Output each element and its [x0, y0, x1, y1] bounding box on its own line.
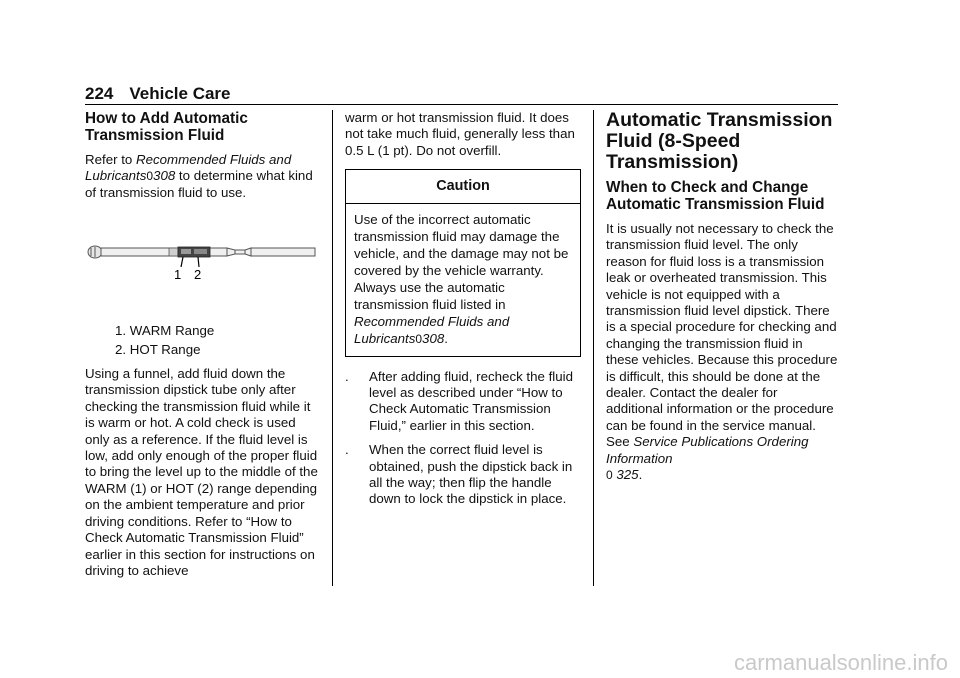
section-heading: Automatic Transmission Fluid (8-Speed Transmission): [606, 109, 833, 173]
page-header: [85, 84, 231, 104]
list-item: . After adding fluid, recheck the fluid level as described under “How to Check Automatic Transmission Fluid,” earlier in this section.: [345, 368, 574, 433]
caution-title: Caution: [346, 170, 580, 203]
xref-symbol: 0: [415, 331, 423, 346]
header-rule: [85, 104, 838, 105]
section-title: Vehicle Care: [129, 84, 231, 103]
column-divider: [593, 110, 594, 586]
xref-link-fluids[interactable]: Recommended Fluids and Lubricants: [85, 152, 292, 184]
xref-symbol: 0: [146, 169, 154, 184]
xref-link-publications[interactable]: Service Publications Ordering Information: [606, 434, 809, 466]
caution-box: [345, 169, 581, 356]
column-left: [85, 110, 321, 587]
page-number: 224: [85, 84, 114, 103]
dipstick-illustration: [85, 239, 317, 289]
legend-item: 1. WARM Range: [115, 323, 215, 339]
check-paragraph: It is usually not necessary to check the transmission fluid level. The only reason for fluid loss is a transmission leak or overheated transmission. This vehicle is not equipped with a transmission fluid level dipstick. There is a special procedure for checking and changing the transmission fluid in these vehicles. Because this procedure is difficult, this should be done at the dealer. Contact the dealer for additional information or the procedure can be found in the service manual. See Service Publications Ordering Information 0 325.: [606, 221, 838, 483]
watermark: carmanualsonline.info: [733, 650, 948, 675]
list-item: . When the correct fluid level is obtained, push the dipstick back in all the way; then flip the handle down to lock the dipstick in place.: [345, 442, 573, 507]
legend-item: 2. HOT Range: [115, 341, 201, 357]
column-middle: [345, 110, 581, 516]
funnel-paragraph: Using a funnel, add fluid down the transmission dipstick tube only after checking the transmission fluid while it is warm or hot. A cold check is used only as a reference. If the fluid level is low, add only enough of the proper fluid to bring the level up to the middle of the WARM (1) or HOT (2) range depending on the ambient temperature and prior driving conditions. Refer to “How to Check Automatic Transmission Fluid” earlier in this section for instructions on driving to achieve: [85, 366, 318, 578]
bullet-mark: .: [345, 442, 349, 458]
page-ref[interactable]: 308: [153, 168, 176, 184]
column-right: [606, 110, 838, 492]
dipstick-figure: [85, 219, 321, 323]
check-change-heading: When to Check and Change Automatic Transmission Fluid: [606, 179, 825, 213]
page-ref[interactable]: 325: [616, 467, 639, 483]
xref-symbol: 0: [606, 468, 613, 483]
xref-link-fluids[interactable]: Recommended Fluids and Lubricants: [354, 313, 510, 346]
bullet-mark: .: [345, 368, 349, 384]
figure-label-2: 2: [194, 267, 202, 283]
intro-paragraph: Refer to Recommended Fluids and Lubricants0308 to determine what kind of transmission fluid to use.: [85, 152, 313, 200]
page-ref[interactable]: 308: [422, 330, 445, 346]
procedure-list: [345, 369, 581, 508]
figure-legend: [85, 323, 321, 358]
caution-body: Use of the incorrect automatic transmission fluid may damage the vehicle, and the damage may not be covered by the vehicle warranty. Always use the automatic transmission fluid listed in Recommended Fluids and Lubricants0308.: [354, 211, 569, 346]
overfill-paragraph: warm or hot transmission fluid. It does not take much fluid, generally less than 0.5 L (1 pt). Do not overfill.: [345, 110, 575, 158]
add-fluid-heading: How to Add Automatic Transmission Fluid: [85, 110, 248, 144]
figure-label-1: 1: [174, 267, 182, 283]
column-divider: [332, 110, 333, 586]
